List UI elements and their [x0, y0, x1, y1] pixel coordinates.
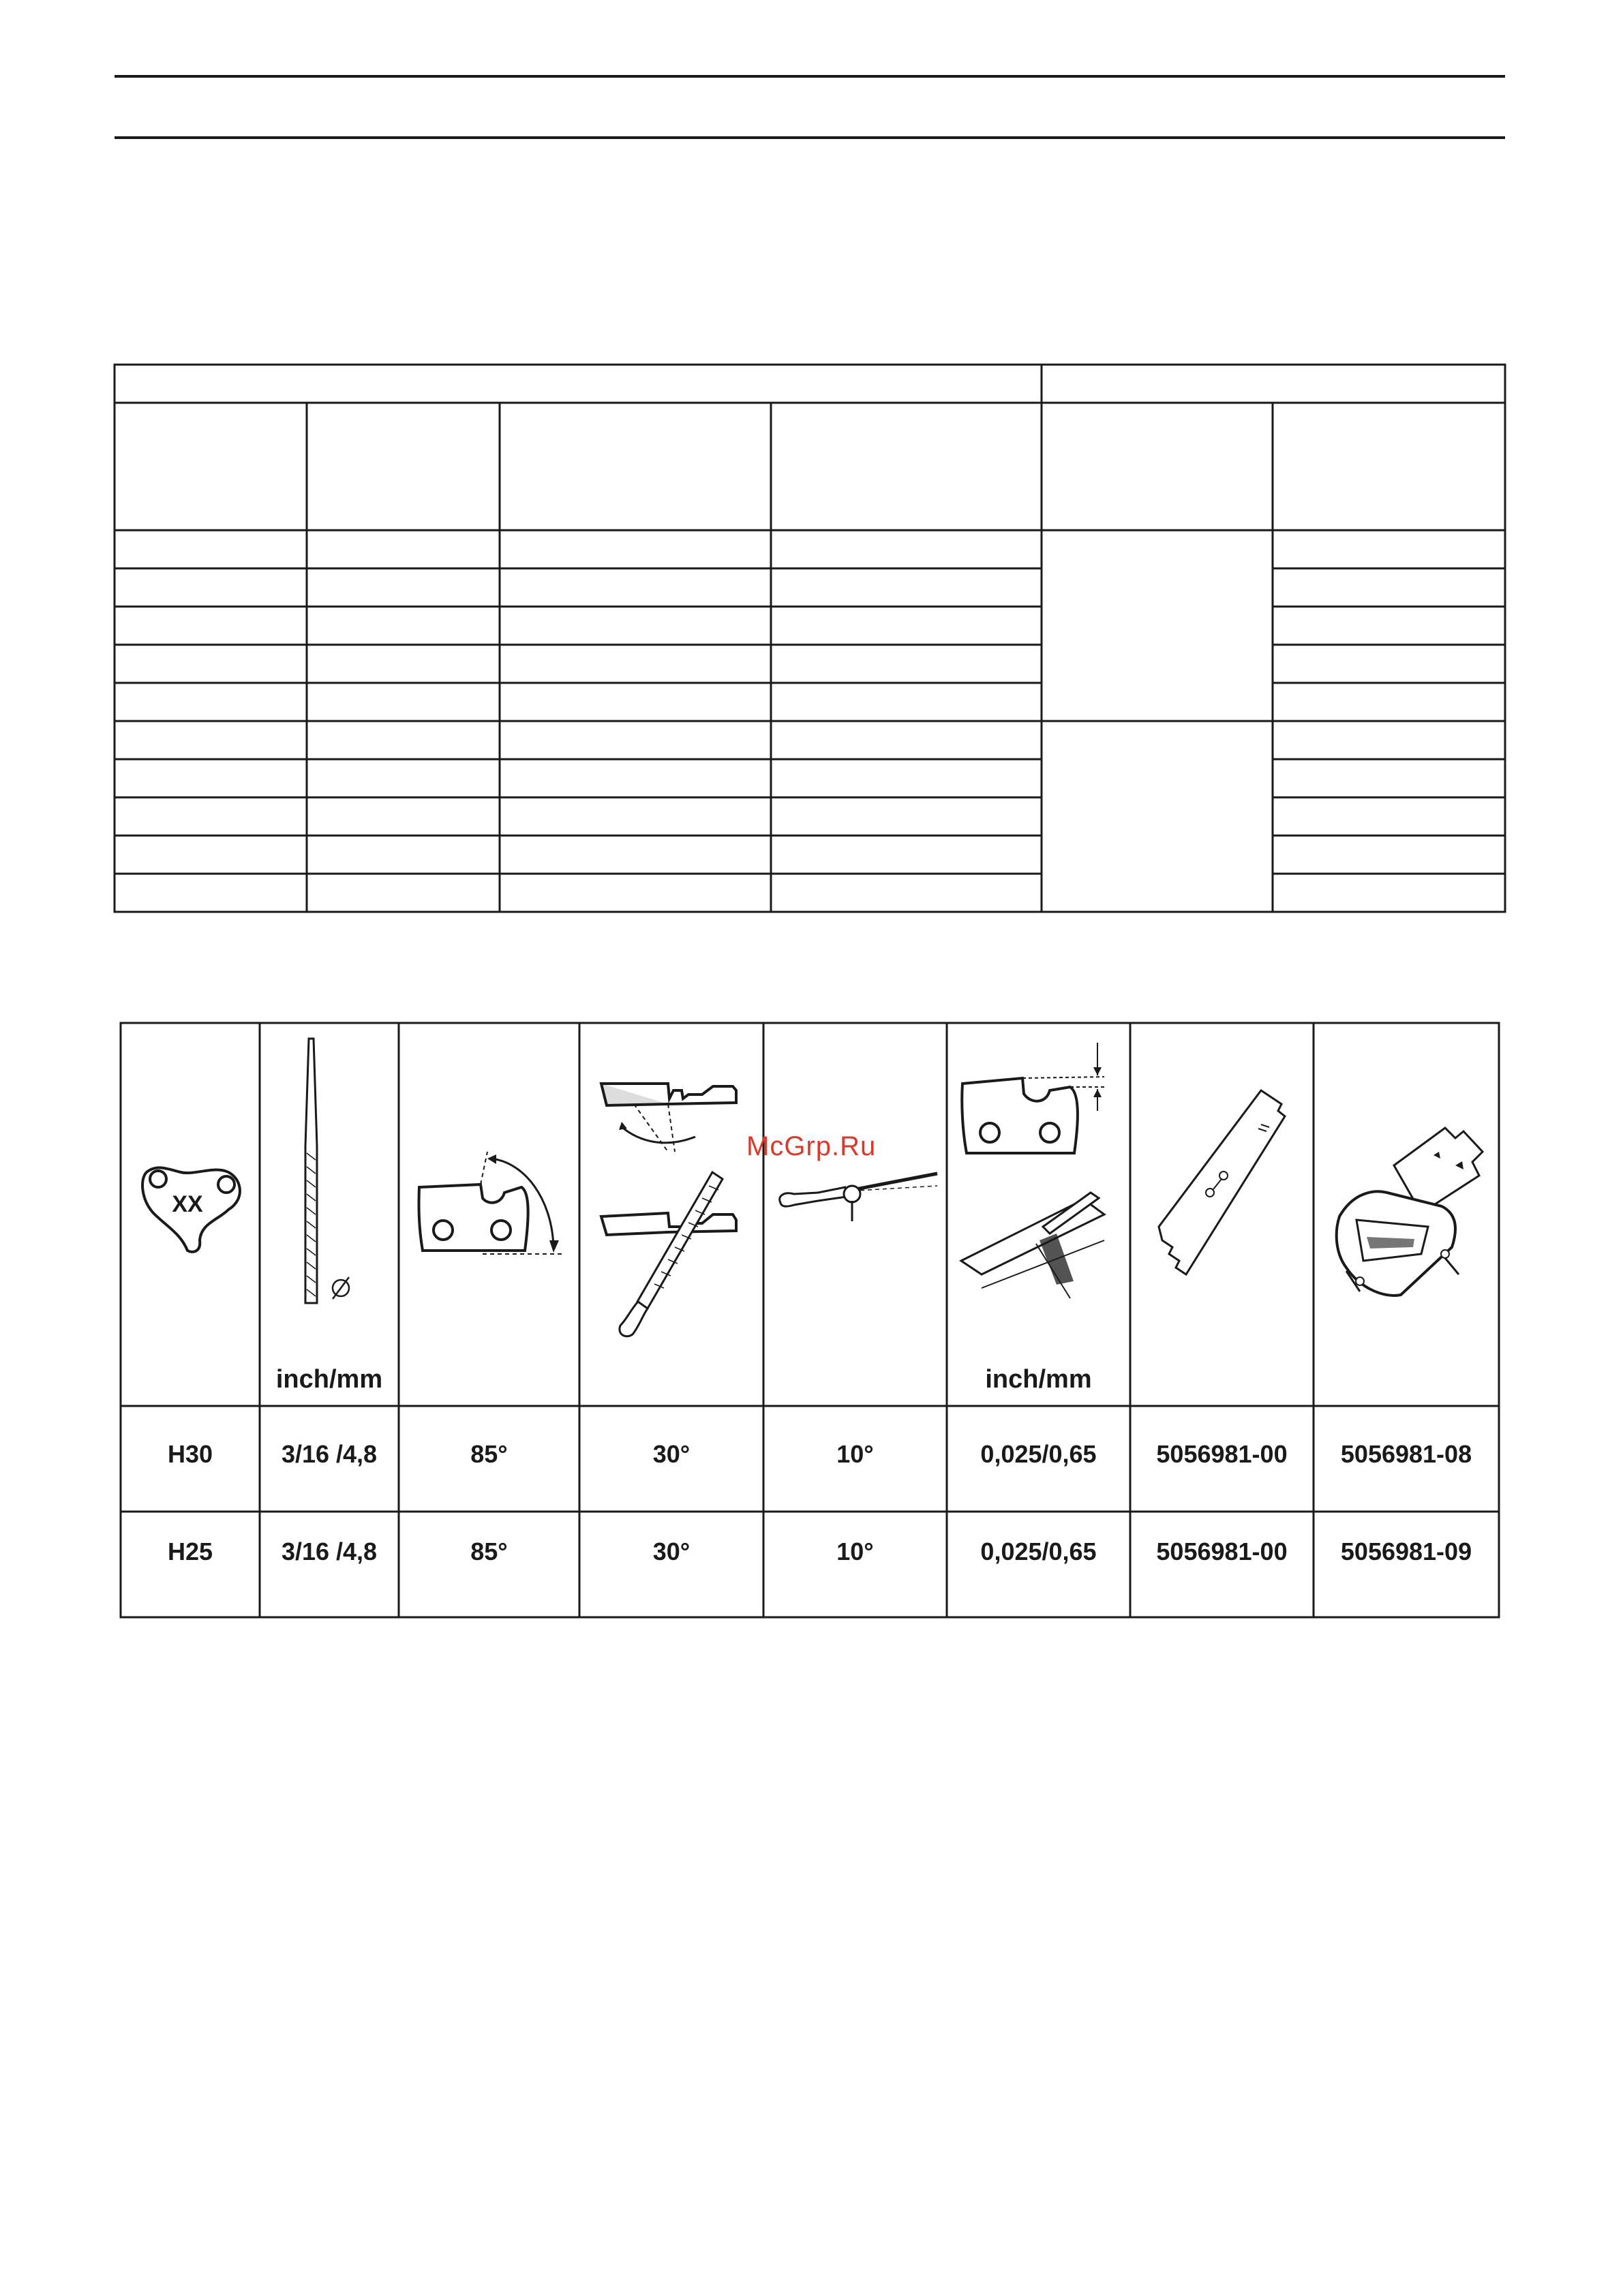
top-plate-angle-icon: [409, 1145, 573, 1268]
file-holder-part-cell: 5056981-09: [1340, 1537, 1472, 1565]
file-holder-part-cell: 5056981-08: [1340, 1440, 1472, 1468]
depth-gauge-cell: 0,025/0,65: [980, 1537, 1097, 1565]
depth-gauge-setting-icon: [954, 1036, 1125, 1308]
gauge-tool-part-cell: 5056981-00: [1156, 1537, 1288, 1565]
chain-mark-text: XX: [172, 1191, 203, 1217]
side-plate-angle-cell: 30°: [652, 1537, 691, 1565]
file-diameter-cell: 3/16 /4,8: [281, 1537, 378, 1565]
depth-gauge-tool-icon: [1145, 1077, 1302, 1295]
gauge-tool-part-cell: 5056981-00: [1156, 1440, 1288, 1468]
file-holder-tool-icon: [1319, 1118, 1496, 1302]
side-plate-file-angle-icon: [593, 1063, 750, 1343]
depth-gauge-cell: 0,025/0,65: [980, 1440, 1097, 1468]
watermark: McGrp.Ru: [746, 1131, 877, 1161]
chain-type-cell: H30: [167, 1440, 213, 1468]
top-plate-angle-cell: 85°: [470, 1537, 508, 1565]
file-diameter-cell: 3/16 /4,8: [281, 1440, 378, 1468]
file-tilt-angle-cell: 10°: [836, 1537, 874, 1565]
file-tilt-angle-cell: 10°: [836, 1440, 874, 1468]
round-file-icon: [286, 1037, 368, 1310]
file-holder-tilt-icon: [770, 1165, 941, 1240]
chain-type-cell: H25: [167, 1537, 213, 1565]
top-plate-angle-cell: 85°: [470, 1440, 508, 1468]
chain-link-marking-icon: [133, 1152, 249, 1261]
depth-unit-label: inch/mm: [985, 1365, 1092, 1394]
file-unit-label: inch/mm: [275, 1365, 383, 1394]
side-plate-angle-cell: 30°: [652, 1440, 691, 1468]
